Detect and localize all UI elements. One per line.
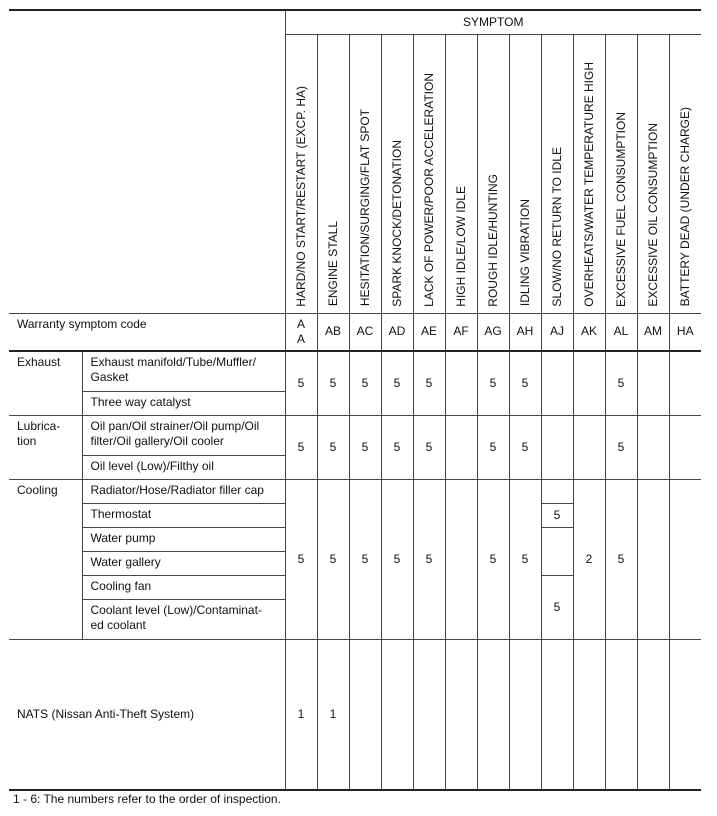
symptom-col-header: ROUGH IDLE/HUNTING	[477, 34, 509, 313]
cell-value	[669, 415, 701, 479]
cell-value: 2	[573, 479, 605, 639]
symptom-col-header: ENGINE STALL	[317, 34, 349, 313]
cell-value	[445, 479, 477, 639]
part-oil-level: Oil level (Low)/Filthy oil	[82, 455, 285, 479]
cell-value: 5	[413, 351, 445, 415]
cell-value: 1	[317, 639, 349, 790]
cell-value	[637, 639, 669, 790]
cell-value	[541, 527, 573, 575]
cell-value: 5	[509, 351, 541, 415]
symptom-col-header: EXCESSIVE OIL CONSUMPTION	[637, 34, 669, 313]
part-water-pump: Water pump	[82, 527, 285, 551]
symptom-col-header: OVERHEATS/WATER TEMPERATURE HIGH	[573, 34, 605, 313]
part-thermostat: Thermostat	[82, 503, 285, 527]
warranty-code: AL	[605, 313, 637, 351]
cell-value	[573, 639, 605, 790]
cell-value	[349, 639, 381, 790]
section-label-lubrication: Lubrica- tion	[9, 415, 82, 479]
symptom-table	[9, 9, 701, 791]
warranty-code: AC	[349, 313, 381, 351]
cell-value: 5	[605, 351, 637, 415]
cell-value: 5	[285, 351, 317, 415]
cell-value	[669, 351, 701, 415]
part-exhaust-manifold: Exhaust manifold/Tube/Muffler/ Gasket	[82, 351, 285, 391]
cell-value	[669, 479, 701, 639]
cell-value: 5	[381, 351, 413, 415]
cell-value	[637, 479, 669, 639]
cell-value: 5	[605, 479, 637, 639]
cell-value: 5	[317, 415, 349, 479]
cell-value	[381, 639, 413, 790]
cell-value	[477, 639, 509, 790]
cell-value	[637, 351, 669, 415]
cell-value	[541, 639, 573, 790]
part-coolant-level: Coolant level (Low)/Contaminat- ed coolant	[82, 599, 285, 639]
cell-value	[541, 479, 573, 503]
warranty-code: AH	[509, 313, 541, 351]
cell-value: 5	[509, 479, 541, 639]
cell-value	[413, 639, 445, 790]
cell-value	[573, 351, 605, 415]
symptom-col-header: SPARK KNOCK/DETONATION	[381, 34, 413, 313]
cell-value: 5	[477, 479, 509, 639]
warranty-code: HA	[669, 313, 701, 351]
cell-value: 5	[349, 351, 381, 415]
symptom-col-header: BATTERY DEAD (UNDER CHARGE)	[669, 34, 701, 313]
warranty-code: AB	[317, 313, 349, 351]
cell-value: 5	[541, 503, 573, 527]
cell-value: 5	[541, 575, 573, 639]
cell-value	[669, 639, 701, 790]
warranty-code: AF	[445, 313, 477, 351]
footnote: 1 - 6: The numbers refer to the order of inspection.	[13, 792, 281, 806]
warranty-label: Warranty symptom code	[9, 313, 285, 351]
symptom-col-header: HIGH IDLE/LOW IDLE	[445, 34, 477, 313]
cell-value	[605, 639, 637, 790]
warranty-code: AM	[637, 313, 669, 351]
symptom-header: SYMPTOM	[285, 10, 701, 34]
cell-value: 5	[509, 415, 541, 479]
cell-value	[541, 415, 573, 479]
warranty-code: AG	[477, 313, 509, 351]
cell-value	[637, 415, 669, 479]
cell-value: 5	[477, 351, 509, 415]
part-cooling-fan: Cooling fan	[82, 575, 285, 599]
cell-value: 5	[285, 479, 317, 639]
warranty-code: AE	[413, 313, 445, 351]
warranty-code: A A	[285, 313, 317, 351]
corner-cell	[9, 10, 285, 313]
cell-value: 5	[605, 415, 637, 479]
cell-value: 5	[349, 415, 381, 479]
symptom-col-header: LACK OF POWER/POOR ACCELERATION	[413, 34, 445, 313]
cell-value: 5	[477, 415, 509, 479]
section-label-exhaust: Exhaust	[17, 355, 61, 369]
part-radiator: Radiator/Hose/Radiator filler cap	[82, 479, 285, 503]
part-oil-pan: Oil pan/Oil strainer/Oil pump/Oil filter/Oil gallery/Oil cooler	[82, 415, 285, 455]
cell-value: 5	[381, 479, 413, 639]
part-three-way-catalyst: Three way catalyst	[82, 391, 285, 415]
cell-value: 1	[285, 639, 317, 790]
cell-value: 5	[285, 415, 317, 479]
cell-value	[445, 639, 477, 790]
warranty-code: AD	[381, 313, 413, 351]
symptom-col-header: SLOW/NO RETURN TO IDLE	[541, 34, 573, 313]
cell-value: 5	[349, 479, 381, 639]
symptom-col-header: HESITATION/SURGING/FLAT SPOT	[349, 34, 381, 313]
section-label-cooling: Cooling	[9, 479, 82, 639]
section-label-nats: NATS (Nissan Anti-Theft System)	[9, 639, 285, 790]
cell-value: 5	[317, 351, 349, 415]
cell-value: 5	[381, 415, 413, 479]
cell-value: 5	[413, 415, 445, 479]
symptom-col-header: IDLING VIBRATION	[509, 34, 541, 313]
warranty-code: AK	[573, 313, 605, 351]
cell-value	[445, 415, 477, 479]
warranty-code: AJ	[541, 313, 573, 351]
cell-value	[445, 351, 477, 415]
part-water-gallery: Water gallery	[82, 551, 285, 575]
cell-value	[509, 639, 541, 790]
cell-value: 5	[317, 479, 349, 639]
symptom-col-header: HARD/NO START/RESTART (EXCP. HA)	[285, 34, 317, 313]
cell-value	[541, 351, 573, 415]
cell-value	[573, 415, 605, 479]
cell-value: 5	[413, 479, 445, 639]
symptom-col-header: EXCESSIVE FUEL CONSUMPTION	[605, 34, 637, 313]
